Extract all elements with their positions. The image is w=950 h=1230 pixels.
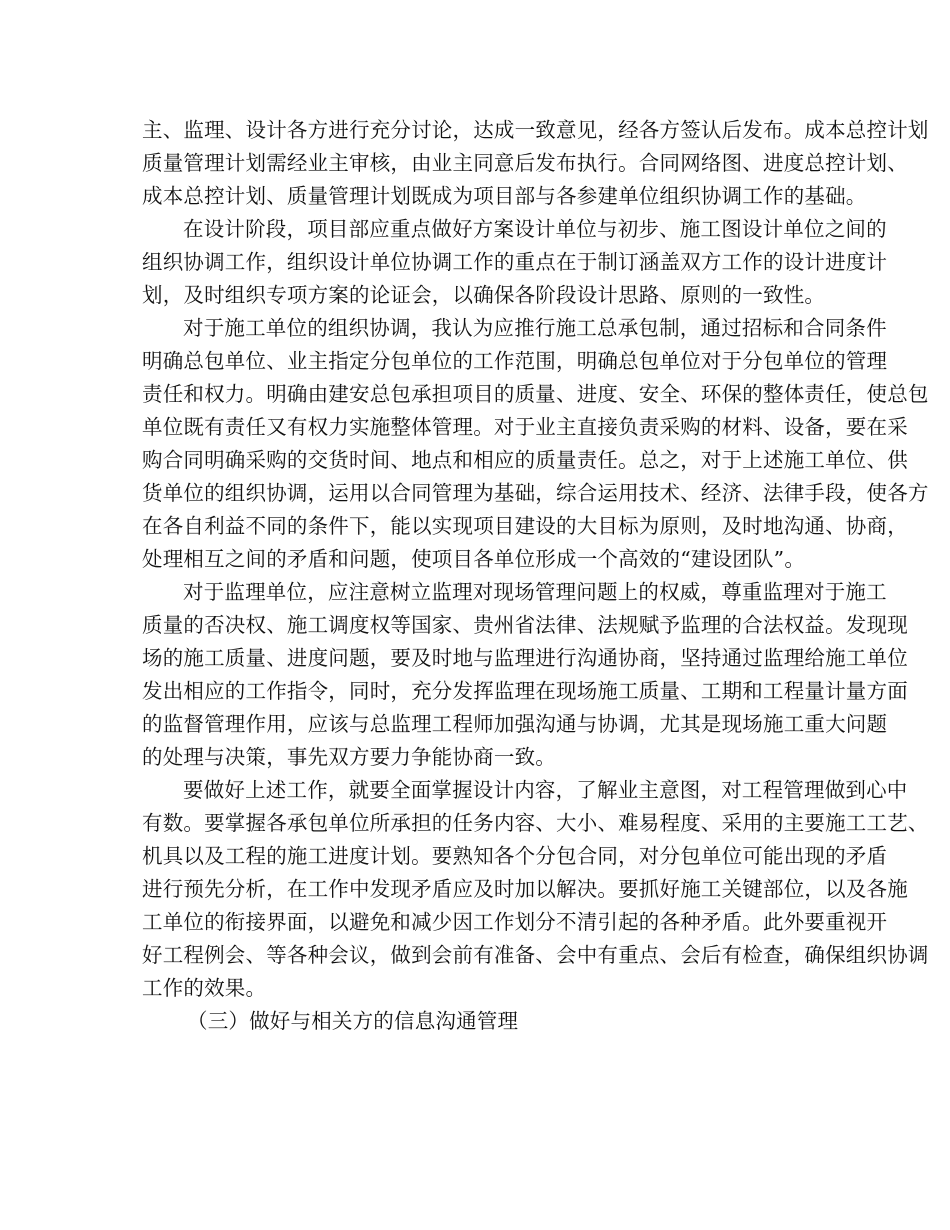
text-line: 在设计阶段，项目部应重点做好方案设计单位与初步、施工图设计单位之间的	[183, 217, 887, 241]
paragraph	[142, 774, 929, 1005]
text-line: 处理相互之间的矛盾和问题，使项目各单位形成一个高效的“建设团队”。	[142, 547, 806, 571]
text-line: 工单位的衔接界面，以避免和减少因工作划分不清引起的各种矛盾。此外要重视开	[142, 910, 888, 934]
text-line: 对于监理单位，应注意树立监理对现场管理问题上的权威，尊重监理对于施工	[183, 580, 887, 604]
text-line: 有数。要掌握各承包单位所承担的任务内容、大小、难易程度、采用的主要施工工艺、	[142, 811, 929, 835]
paragraph	[142, 114, 929, 213]
text-line: 工作的效果。	[142, 976, 267, 1000]
text-line: 成本总控计划、质量管理计划既成为项目部与各参建单位组织协调工作的基础。	[142, 184, 867, 208]
text-line: 组织协调工作，组织设计单位协调工作的重点在于制订涵盖双方工作的设计进度计	[142, 250, 888, 274]
text-line: 质量管理计划需经业主审核，由业主同意后发布执行。合同网络图、进度总控计划、	[142, 151, 908, 175]
text-line: 责任和权力。明确由建安总包承担项目的质量、进度、安全、环保的整体责任，使总包	[142, 382, 929, 406]
text-line: 场的施工质量、进度问题，要及时地与监理进行沟通协商，坚持通过监理给施工单位	[142, 646, 908, 670]
text-line: 单位既有责任又有权力实施整体管理。对于业主直接负责采购的材料、设备，要在采	[142, 415, 908, 439]
text-line: 发出相应的工作指令，同时，充分发挥监理在现场施工质量、工期和工程量计量方面	[142, 679, 908, 703]
text-line: 明确总包单位、业主指定分包单位的工作范围，明确总包单位对于分包单位的管理	[142, 349, 888, 373]
paragraph	[142, 213, 888, 312]
text-line: 质量的否决权、施工调度权等国家、贵州省法律、法规赋予监理的合法权益。发现现	[142, 613, 908, 637]
text-line: 在各自利益不同的条件下，能以实现项目建设的大目标为原则，及时地沟通、协商，	[142, 514, 908, 538]
text-line: 对于施工单位的组织协调，我认为应推行施工总承包制，通过招标和合同条件	[183, 316, 887, 340]
document-body	[142, 114, 929, 1038]
paragraph	[142, 312, 929, 576]
paragraph	[142, 576, 908, 774]
text-line: 要做好上述工作，就要全面掌握设计内容，了解业主意图，对工程管理做到心中	[183, 778, 908, 802]
text-line: 的处理与决策，事先双方要力争能协商一致。	[142, 745, 556, 769]
text-line: 主、监理、设计各方进行充分讨论，达成一致意见，经各方签认后发布。成本总控计划	[142, 118, 929, 142]
text-line: 货单位的组织协调，运用以合同管理为基础，综合运用技术、经济、法律手段，使各方	[142, 481, 929, 505]
text-line: 好工程例会、等各种会议，做到会前有准备、会中有重点、会后有检查，确保组织协调	[142, 943, 929, 967]
section-heading: （三）做好与相关方的信息沟通管理	[187, 1009, 519, 1033]
text-line: 划，及时组织专项方案的论证会，以确保各阶段设计思路、原则的一致性。	[142, 283, 826, 307]
text-line: 机具以及工程的施工进度计划。要熟知各个分包合同，对分包单位可能出现的矛盾	[142, 844, 888, 868]
text-line: 的监督管理作用，应该与总监理工程师加强沟通与协调，尤其是现场施工重大问题	[142, 712, 888, 736]
text-line: 进行预先分析，在工作中发现矛盾应及时加以解决。要抓好施工关键部位，以及各施	[142, 877, 908, 901]
text-line: 购合同明确采购的交货时间、地点和相应的质量责任。总之，对于上述施工单位、供	[142, 448, 908, 472]
